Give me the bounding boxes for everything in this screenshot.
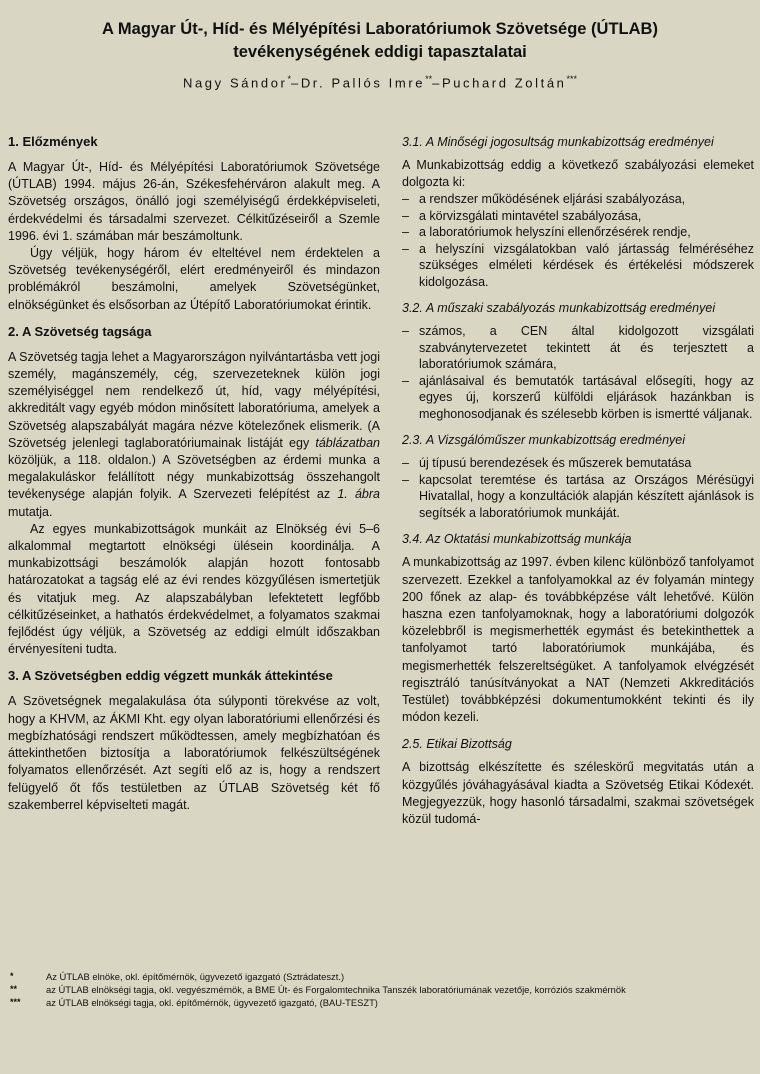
list-item: – számos, a CEN által kidolgozott vizsgálati szabványtervezetet tekintett át és terjesztett a laboratóriumok számára,	[402, 323, 754, 373]
article-title	[0, 18, 760, 64]
section-1-paragraph-1: A Magyar Út-, Híd- és Mélyépítési Laboratóriumok Szövetsége (ÚTLAB) 1994. május 26-án, Székesfehérváron alakult meg. A Szövetség országos, önálló jogi személyiségű érdekképviseleti, érdekvédelmi és társadalmi szervezet. Célkitűzéseiről a Szemle 1996. évi 1. számában már beszámoltunk.	[8, 160, 380, 243]
section-3-1-heading: 3.1. A Minőségi jogosultság munkabizottság eredményei	[402, 135, 714, 149]
section-3-4-paragraph: A munkabizottság az 1997. évben kilenc különböző tanfolyamot szervezett. Ezekkel a tanfolyamokkal az év folyamán mintegy 200 főnek az alap- és továbbképzése vált lehetővé. Külön haszna ezen tanfolyamoknak, hogy a laboratóriumi dolgozók közelebbről is megismerhették egymást és betekinthettek a tanfolyamot tartó laboratóriumok munkájába, és megismerhették felszereltségüket. A tanfolyamok elvégzését regisztráló tanúsítványokat a NAT (Nemzeti Akkreditációs Testület) továbbképzési dokumentumokként tekinti és ily módon kezeli.	[402, 555, 754, 725]
section-1-heading: 1. Előzmények	[8, 134, 98, 149]
list-item: – a rendszer működésének eljárási szabályozása,	[402, 191, 754, 208]
left-column	[8, 134, 380, 814]
author-3-mark: ***	[566, 74, 578, 84]
footnote-1	[10, 970, 750, 983]
footnote-2	[10, 983, 750, 996]
section-1-paragraph-2: Úgy véljük, hogy három év elteltével nem érdektelen a Szövetség tevékenységéről, elért eredményeiről és mindazon problémákról beszámolni, amelyek Szövetségünket, elnökségünket és elsősorban az Útépítő Laboratóriumokat érintik.	[8, 246, 380, 312]
title-line-2: tevékenységének eddigi tapasztalatai	[233, 43, 527, 61]
author-2: Pallós Imre	[331, 75, 426, 91]
author-3: Puchard Zoltán	[441, 75, 567, 91]
section-2-paragraph-2: Az egyes munkabizottságok munkáit az Elnökség évi 5–6 alkalommal megtartott elnökségi ülésein koordinálja. A munkabizottsági beszámolók alapján hozott fontosabb határozatokat a tagság elé az évi rendes közgyűlésen ismertetjük és vitatjuk meg. Az alapszabályban lefektetett legfőbb célkitűzéseinket, a hathatós érdekvédelmet, a folyamatos szakmai fejlődést úgy véljük, a Szövetség az eddigi elmúlt időszakban érvényesíteni tudta.	[8, 521, 380, 657]
s2-text-a: A Szövetség tagja lehet a Magyarországon nyilvántartásba vett jogi személy, magánszemély, cég, szervezeteknek külön jogi személyiséggel nem rendelkező út, híd, vagy mélyépítési, akkreditált vagy egyéb módon minősített laboratóriuma, amelyek a Szövetség alapszabályát magára nézve kötelezőnek elismerik. (A Szövetség jelenlegi taglaboratóriumainak listáját egy	[8, 349, 380, 450]
author-line	[0, 74, 760, 90]
list-item: – a helyszíni vizsgálatokban való jártasság felméréséhez szükséges elméleti kérdések és értékelési módszerek kidolgozása.	[402, 241, 754, 291]
footnote-text: az ÚTLAB elnökségi tagja, okl. vegyészmérnök, a BME Út- és Forgalomtechnika Tanszék laboratóriumának vezetője, korróziós szakmérnök	[46, 984, 626, 995]
footnote-text: az ÚTLAB elnökségi tagja, okl. építőmérnök, ügyvezető igazgató, (BAU-TESZT)	[46, 997, 378, 1008]
figure-reference: 1. ábra	[337, 487, 380, 502]
title-line-1: A Magyar Út-, Híd- és Mélyépítési Laboratóriumok Szövetsége (ÚTLAB)	[102, 20, 658, 38]
section-3-4-heading: 3.4. Az Oktatási munkabizottság munkája	[402, 532, 632, 547]
s2-text-b: közöljük, a 118. oldalon.) A Szövetségben az érdemi munka a megalakuláskor felállított négy munkabizottság összehangolt tevékenysége alapján folyik. A Szervezeti felépítést az	[8, 453, 380, 502]
section-2-5-paragraph: A bizottság elkészítette és széleskörű megvitatás után a közgyűlés jóváhagyásával kiadta a Szövetség Etikai Kódexét. Megjegyezzük, hogy hasonló társadalmi, szakmai szövetségek közül tudomá-	[402, 760, 754, 827]
footnote-mark: **	[10, 984, 18, 994]
section-3-2-heading: 3.2. A műszaki szabályozás munkabizottság eredményei	[402, 301, 716, 316]
s2-text-c: mutatja.	[8, 504, 53, 519]
author-1: Nagy Sándor	[182, 75, 288, 91]
footnote-mark: ***	[10, 997, 21, 1007]
section-3-3-heading: 2.3. A Vizsgálóműszer munkabizottság eredményei	[402, 433, 686, 448]
footnote-3	[10, 996, 750, 1009]
footnote-mark: *	[10, 971, 14, 981]
table-reference: táblázatban	[315, 435, 380, 450]
section-3-heading: 3. A Szövetségben eddig végzett munkák áttekintése	[8, 668, 333, 684]
section-2-5-heading: 2.5. Etikai Bizottság	[402, 737, 512, 752]
footnote-text: Az ÚTLAB elnöke, okl. építőmérnök, ügyvezető igazgató (Sztrádateszt.)	[46, 971, 345, 982]
list-item: – a körvizsgálati mintavétel szabályozása,	[402, 208, 754, 225]
section-3-1-intro: A Munkabizottság eddig a következő szabályozási elemeket dolgozta ki:	[402, 158, 754, 190]
section-3-3-list	[402, 455, 754, 521]
list-item: – kapcsolat teremtése és tartása az Országos Mérésügyi Hivatallal, hogy a konzultációk alapján készített ajánlások is segítsék a laboratóriumok munkáját.	[402, 472, 754, 522]
list-item: – a laboratóriumok helyszíni ellenőrzésérek rendje,	[402, 224, 754, 241]
list-item: – új típusú berendezések és műszerek bemutatása	[402, 455, 754, 472]
section-3-paragraph-1: A Szövetségnek megalakulása óta súlyponti törekvése az volt, hogy a KHVM, az ÁKMI Kht. egy olyan laboratóriumi ellenőrzési és megbízhatósági rendszert működtessen, amely megbízhatóan és áttekinthetően biztosítja a laboratóriumok felkészültségének folyamatos ellenőrzését. Azt segíti elő az is, hogy a rendszert felügyelő őt fős testületben az ÚTLAB Szövetség két fő szakemberrel képviselteti magát.	[8, 694, 380, 812]
section-2-heading: 2. A Szövetség tagsága	[8, 323, 152, 339]
author-1-mark: *	[287, 74, 291, 84]
author-sep-1: –Dr.	[290, 75, 332, 91]
list-item: – ajánlásaival és bemutatók tartásával elősegíti, hogy az egyes új, korszerű külföldi eljárások hazánkban is meghonosodjanak és szélesebb körben is ismertté váljanak.	[402, 373, 754, 423]
section-3-1-list	[402, 191, 754, 290]
footnotes	[10, 970, 750, 1009]
right-column	[402, 134, 754, 828]
section-3-2-list	[402, 323, 754, 422]
author-2-mark: **	[425, 74, 433, 84]
section-2-paragraph-1	[8, 349, 380, 521]
author-sep-2: –	[432, 75, 442, 91]
